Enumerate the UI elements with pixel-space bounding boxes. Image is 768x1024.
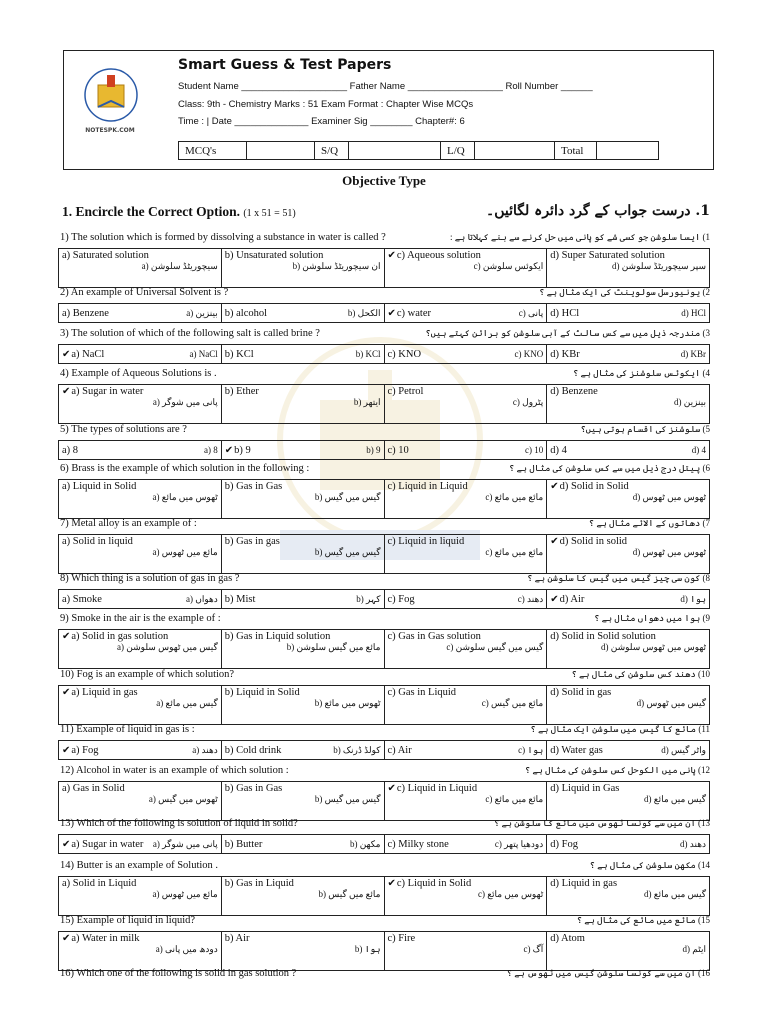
option-c[interactable] (385, 441, 548, 459)
question-line (58, 328, 710, 342)
option-text: b) Air (224, 933, 250, 944)
option-a[interactable] (59, 630, 222, 668)
question-line (58, 463, 710, 477)
objective-title: Objective Type (342, 173, 426, 188)
score-cell (475, 142, 555, 160)
question-line (58, 915, 710, 929)
option-d[interactable] (547, 782, 709, 820)
options-row (58, 740, 710, 760)
option-text: ✔ c) Aqueous solution (388, 250, 544, 261)
score-cell (349, 142, 441, 160)
options-row (58, 303, 710, 323)
question-text: 15) Example of liquid in liquid? (60, 915, 196, 926)
option-text-urdu: سپر سیچوریٹڈ سلوشن (d (611, 261, 706, 271)
section-title-urdu: 1. درست جواب کے گرد دائرہ لگائیں۔ (486, 203, 710, 219)
options-row (58, 344, 710, 364)
question-text-urdu: 7) دھاتوں کے الائے مثال ہے ؟ (588, 518, 710, 528)
option-text: d) Water gas (550, 744, 603, 756)
option-text-urdu: مائع میں گیس سلوشن (b (286, 642, 381, 652)
option-text-urdu: گیس میں گیس (b (314, 547, 381, 557)
question-text-urdu: 9) ہوا میں دھواں مثال ہے ؟ (594, 613, 710, 623)
option-c[interactable] (385, 932, 548, 970)
option-text-urdu: سیچوریٹڈ سلوشن (a (141, 261, 218, 271)
options-row (58, 685, 710, 725)
option-d[interactable] (547, 877, 709, 915)
option-c[interactable] (385, 480, 548, 518)
options-row (58, 931, 710, 971)
option-text-urdu: دھند (d (680, 838, 706, 849)
option-d[interactable] (547, 441, 709, 459)
option-text-urdu: b) 9 (366, 445, 381, 455)
question-line (58, 287, 710, 301)
option-text-urdu: ایتھر (b (353, 397, 381, 407)
option-text: a) Solid in Liquid (62, 878, 137, 889)
option-text-urdu: مائع میں ٹھوس (a (152, 547, 218, 557)
question-line (58, 968, 710, 982)
option-text-urdu: بینزین (a (186, 307, 218, 318)
option-text-urdu: ان سیچوریٹڈ سلوشن (b (292, 261, 381, 271)
option-text: b) Gas in Gas (224, 783, 283, 794)
option-b[interactable] (222, 304, 385, 322)
options-row (58, 781, 710, 821)
option-b[interactable] (222, 535, 385, 573)
option-text: d) Liquid in Gas (550, 783, 620, 794)
option-text-urdu: ٹھوس میں مائع (a (152, 492, 218, 502)
question-text: 5) The types of solutions are ? (60, 424, 187, 435)
option-b[interactable] (222, 385, 385, 423)
option-d[interactable] (547, 480, 709, 518)
question (58, 424, 710, 460)
question-text-urdu: 10) دھند کس سلوشن کی مثال ہے ؟ (571, 669, 710, 679)
option-text-urdu: دودھ میں پانی (a (155, 944, 218, 954)
option-text: c) Gas in Gas solution (387, 631, 481, 642)
question-line (58, 818, 710, 832)
option-text: b) Gas in gas (224, 536, 280, 547)
option-c[interactable] (385, 304, 548, 322)
option-text: a) Saturated solution (62, 250, 149, 261)
option-b[interactable] (222, 932, 385, 970)
option-text-urdu: الکحل (b (347, 307, 381, 318)
question-line (58, 613, 710, 627)
section-marks: (1 x 51 = 51) (243, 208, 296, 219)
option-text: ✔ a) NaCl (62, 349, 104, 360)
option-text-urdu: دھواں (a (185, 593, 218, 604)
question-line (58, 765, 710, 779)
options-row (58, 834, 710, 854)
option-text-urdu: d) KBr (680, 349, 706, 359)
option-c[interactable] (385, 535, 548, 573)
question-line (58, 424, 710, 438)
question-text: 12) Alcohol in water is an example of which solution : (60, 765, 289, 776)
option-text-urdu: ٹھوس میں ٹھوس (d (632, 492, 706, 502)
option-c[interactable] (385, 385, 548, 423)
question (58, 765, 710, 821)
option-text-urdu: گیس میں مائع (d (644, 889, 706, 899)
option-text: ✔ b) 9 (225, 445, 251, 456)
option-c[interactable] (385, 782, 548, 820)
option-text-urdu: d) HCl (681, 308, 706, 318)
option-text-urdu: پانی (c (518, 307, 544, 318)
option-text-urdu: گیس میں مائع (d (644, 794, 706, 804)
options-row (58, 440, 710, 460)
question-text: 13) Which of the following is solution of liquid in solid? (60, 818, 298, 829)
class-info-line: Class: 9th - Chemistry Marks : 51 Exam Format : Chapter Wise MCQs (178, 99, 474, 110)
option-a[interactable] (59, 741, 222, 759)
section-title-text: 1. Encircle the Correct Option. (62, 204, 240, 219)
option-text-urdu: دھند (c (517, 593, 544, 604)
option-text: b) Unsaturated solution (224, 250, 324, 261)
option-text: b) alcohol (224, 307, 268, 319)
option-d[interactable] (547, 932, 709, 970)
option-text-urdu: گیس میں ٹھوس سلوشن (a (117, 642, 218, 652)
student-info-line: Student Name ____________________ Father Name __________________ Roll Number ______ (178, 81, 593, 92)
option-text: a) Smoke (62, 593, 102, 605)
option-text: c) Air (387, 744, 412, 756)
question-line (58, 724, 710, 738)
question-text-urdu: 12) پانی میں الکوحل کس سلوشن کی مثال ہے ؟ (524, 765, 710, 775)
option-b[interactable] (222, 686, 385, 724)
question-text-urdu: 14) مکھن سلوشن کی مثال ہے ؟ (589, 860, 710, 870)
header-box (63, 50, 714, 170)
option-text-urdu: d) 4 (691, 445, 706, 455)
option-text-urdu: a) 8 (204, 445, 218, 455)
score-cell: MCQ's (179, 142, 247, 160)
option-a[interactable] (59, 535, 222, 573)
question (58, 860, 710, 916)
question-text-urdu: 2) یونیورسل سولوینٹ کی ایک مثال ہے ؟ (539, 287, 710, 297)
option-c[interactable] (385, 249, 548, 287)
option-text-urdu: کولڈ ڈرنک (b (333, 744, 381, 755)
option-text-urdu: مائع میں ٹھوس (a (152, 889, 218, 899)
question-text-urdu: 3) مندرجہ ذیل میں سے کس سالٹ کے آبی سلوشن کو برائن کہتے ہیں؟ (425, 328, 710, 338)
question-text: 9) Smoke in the air is the example of : (60, 613, 221, 624)
question (58, 287, 710, 323)
option-text-urdu: گیس میں گیس (b (314, 492, 381, 502)
option-a[interactable] (59, 686, 222, 724)
options-row (58, 534, 710, 574)
question (58, 724, 710, 760)
option-a[interactable] (59, 590, 222, 608)
option-text: c) Gas in Liquid (387, 687, 457, 698)
question-text-urdu: 11) مائع کا گیس میں سلوشن ایک مثال ہے ؟ (530, 724, 710, 734)
option-c[interactable] (385, 590, 548, 608)
question-text: 7) Metal alloy is an example of : (60, 518, 197, 529)
option-text-urdu: گیس میں ٹھوس (d (636, 698, 706, 708)
option-a[interactable] (59, 304, 222, 322)
option-d[interactable] (547, 630, 709, 668)
option-text: a) 8 (62, 444, 79, 456)
options-row (58, 589, 710, 609)
option-d[interactable] (547, 385, 709, 423)
option-a[interactable] (59, 782, 222, 820)
option-text: d) 4 (550, 444, 567, 456)
option-text: c) Petrol (387, 386, 424, 397)
options-row (58, 248, 710, 288)
option-text-urdu: c) KNO (514, 349, 544, 359)
option-text-urdu: پٹرول (c (512, 397, 544, 407)
option-text: d) Benzene (550, 386, 598, 397)
question-text: 14) Butter is an example of Solution . (60, 860, 219, 871)
option-text: ✔ a) Water in milk (62, 933, 218, 944)
option-text-urdu: ٹھوس میں ٹھوس سلوشن (d (600, 642, 706, 652)
score-cell (247, 142, 315, 160)
option-a[interactable] (59, 877, 222, 915)
option-text: c) Fire (387, 933, 416, 944)
option-d[interactable] (547, 835, 709, 853)
option-text-urdu: ٹھوس میں مائع (c (477, 889, 544, 899)
question (58, 368, 710, 424)
option-text: d) Solid in Solid solution (550, 631, 656, 642)
option-text: ✔ c) Liquid in Liquid (388, 783, 544, 794)
option-text-urdu: گیس میں گیس سلوشن (c (446, 642, 544, 652)
option-text: b) Liquid in Solid (224, 687, 300, 698)
option-text-urdu: a) NaCl (189, 349, 218, 359)
question-text: 11) Example of liquid in gas is : (60, 724, 195, 735)
options-row (58, 479, 710, 519)
option-text: ✔ c) Liquid in Solid (388, 878, 544, 889)
option-text-urdu: مکھن (b (349, 838, 381, 849)
question-text-urdu: 6) پیتل درج ذیل میں سے کس سلوشن کی مثال ہے ؟ (509, 463, 710, 473)
question-text-urdu: 5) سلوشنز کی اقسام ہوتی ہیں؟ (580, 424, 710, 434)
option-text-urdu: مائع میں گیس (c (481, 698, 544, 708)
option-text-urdu: ہوا (c (518, 744, 544, 755)
option-text: ✔ c) water (388, 308, 432, 319)
option-b[interactable] (222, 249, 385, 287)
question (58, 573, 710, 609)
option-text: d) Atom (550, 933, 585, 944)
options-row (58, 384, 710, 424)
option-a[interactable] (59, 480, 222, 518)
option-text: c) 10 (387, 444, 409, 456)
option-text: b) Butter (224, 838, 263, 850)
option-text: b) Mist (224, 593, 256, 605)
option-text: ✔ d) Air (550, 594, 584, 605)
option-b[interactable] (222, 630, 385, 668)
option-text: ✔ a) Fog (62, 745, 99, 756)
option-a[interactable] (59, 385, 222, 423)
question-text: 4) Example of Aqueous Solutions is . (60, 368, 217, 379)
option-text: b) Gas in Liquid (224, 878, 294, 889)
option-b[interactable] (222, 480, 385, 518)
brand-title: Smart Guess & Test Papers (178, 57, 392, 73)
option-a[interactable] (59, 345, 222, 363)
question-text: 2) An example of Universal Solvent is ? (60, 287, 229, 298)
option-text: c) Fog (387, 593, 415, 605)
option-text-urdu: مائع میں مائع (c (485, 547, 544, 557)
question (58, 518, 710, 574)
question-line (58, 860, 710, 874)
question (58, 232, 710, 288)
option-text-urdu: مائع میں مائع (c (485, 492, 544, 502)
option-text: b) Gas in Gas (224, 481, 283, 492)
option-d[interactable] (547, 741, 709, 759)
question-text: 1) The solution which is formed by dissolving a substance in water is called ? (60, 232, 386, 243)
option-a[interactable] (59, 835, 222, 853)
score-table (178, 141, 659, 160)
question-text-urdu: 16) ان میں سے کونسا سلوشن گیس میں ٹھوس ہے ؟ (506, 968, 710, 978)
option-d[interactable] (547, 535, 709, 573)
option-text: b) KCl (224, 348, 254, 360)
option-b[interactable] (222, 590, 385, 608)
option-text: a) Gas in Solid (62, 783, 125, 794)
option-text-urdu: ایٹم (d (682, 944, 706, 954)
section-title (62, 204, 296, 220)
option-d[interactable] (547, 686, 709, 724)
option-text: d) KBr (550, 348, 580, 360)
option-text: c) Liquid in liquid (387, 536, 465, 547)
question-text-urdu: 15) مائع میں مائع کی مثال ہے ؟ (576, 915, 710, 925)
option-d[interactable] (547, 345, 709, 363)
option-text: c) Liquid in Liquid (387, 481, 468, 492)
question (58, 915, 710, 971)
logo-text: NOTESPK.COM (85, 127, 135, 134)
option-text-urdu: c) 10 (525, 445, 544, 455)
question-line (58, 232, 710, 246)
option-text: d) Solid in gas (550, 687, 612, 698)
question-line (58, 368, 710, 382)
option-text-urdu: دھند (a (192, 744, 218, 755)
option-text-urdu: پانی میں شوگر (a (152, 397, 218, 407)
option-text: b) Cold drink (224, 744, 282, 756)
question-line (58, 518, 710, 532)
time-info-line: Time : | Date ______________ Examiner Sig ________ Chapter#: 6 (178, 116, 465, 127)
question-text: 16) Which one of the following is solid in gas solution ? (60, 968, 297, 979)
options-row (58, 629, 710, 669)
option-a[interactable] (59, 441, 222, 459)
option-text: a) Liquid in Solid (62, 481, 137, 492)
question (58, 463, 710, 519)
option-text: ✔ a) Solid in gas solution (62, 631, 218, 642)
option-text-urdu: ٹھوس میں مائع (b (314, 698, 381, 708)
option-c[interactable] (385, 686, 548, 724)
question (58, 818, 710, 854)
question (58, 613, 710, 669)
option-c[interactable] (385, 877, 548, 915)
option-d[interactable] (547, 249, 709, 287)
option-text: c) KNO (387, 348, 422, 360)
option-d[interactable] (547, 304, 709, 322)
option-text-urdu: واٹر گیس (d (661, 744, 706, 755)
option-text: d) HCl (550, 307, 580, 319)
option-c[interactable] (385, 630, 548, 668)
option-text: b) Ether (224, 386, 259, 397)
question (58, 328, 710, 364)
question-text: 6) Brass is the example of which solution in the following : (60, 463, 310, 474)
question-line (58, 573, 710, 587)
score-cell: S/Q (315, 142, 349, 160)
question-text: 10) Fog is an example of which solution? (60, 669, 235, 680)
option-text-urdu: ہوا (b (354, 944, 381, 954)
score-cell: L/Q (441, 142, 475, 160)
option-b[interactable] (222, 441, 385, 459)
option-text: a) Solid in liquid (62, 536, 133, 547)
option-text-urdu: گیس میں گیس (b (314, 794, 381, 804)
option-text-urdu: مائع میں مائع (c (485, 794, 544, 804)
option-text: d) Liquid in gas (550, 878, 618, 889)
option-text-urdu: مائع میں گیس (b (318, 889, 381, 899)
question-text-urdu: 13) ان میں سے کونسا ٹھوس میں مائع کا سلوشن ہے ؟ (493, 818, 710, 828)
question-text: 8) Which thing is a solution of gas in gas ? (60, 573, 240, 584)
option-text-urdu: ہوا (d (680, 593, 706, 604)
option-b[interactable] (222, 741, 385, 759)
option-text: ✔ a) Liquid in gas (62, 687, 218, 698)
option-c[interactable] (385, 741, 548, 759)
option-text: a) Benzene (62, 307, 109, 319)
option-b[interactable] (222, 877, 385, 915)
option-text: b) Gas in Liquid solution (224, 631, 331, 642)
option-b[interactable] (222, 782, 385, 820)
option-d[interactable] (547, 590, 709, 608)
option-c[interactable] (385, 345, 548, 363)
option-text-urdu: b) KCl (355, 349, 381, 359)
option-text: c) Milky stone (387, 838, 449, 850)
question-text-urdu: 4) ایکوئس سلوشنز کی مثال ہے ؟ (572, 368, 710, 378)
option-text-urdu: ٹھوس میں ٹھوس (d (632, 547, 706, 557)
option-a[interactable] (59, 249, 222, 287)
option-text-urdu: دودھیا پتھر (c (494, 838, 544, 849)
score-cell: Total (555, 142, 597, 160)
option-a[interactable] (59, 932, 222, 970)
question-line (58, 669, 710, 683)
option-text: ✔ a) Sugar in water (62, 386, 218, 397)
option-text-urdu: آگ (c (523, 944, 544, 954)
option-text-urdu: ٹھوس میں گیس (a (148, 794, 218, 804)
question-text-urdu: 8) کون سی چیز گیس میں گیس کا سلوشن ہے ؟ (527, 573, 710, 583)
option-text: ✔ a) Sugar in water (62, 839, 143, 850)
option-c[interactable] (385, 835, 548, 853)
question-text: 3) The solution of which of the following salt is called brine ? (60, 328, 320, 339)
question (58, 968, 710, 982)
option-text: ✔ d) Solid in Solid (550, 481, 706, 492)
option-text: d) Fog (550, 838, 578, 850)
option-text-urdu: گیس میں مائع (a (156, 698, 218, 708)
option-text-urdu: ایکوئس سلوشن (c (473, 261, 544, 271)
question (58, 669, 710, 725)
options-row (58, 876, 710, 916)
option-b[interactable] (222, 835, 385, 853)
option-text-urdu: پانی میں شوگر (a (152, 838, 218, 849)
option-b[interactable] (222, 345, 385, 363)
option-text: ✔ d) Solid in solid (550, 536, 706, 547)
option-text-urdu: کہر (b (356, 593, 381, 604)
score-cell (597, 142, 659, 160)
option-text: d) Super Saturated solution (550, 250, 665, 261)
question-text-urdu: 1) ایسا سلوشن جو کسی شے کو پانی میں حل کرنے سے بنے کہلاتا ہے : (450, 232, 710, 242)
option-text-urdu: بینزین (d (673, 397, 706, 407)
